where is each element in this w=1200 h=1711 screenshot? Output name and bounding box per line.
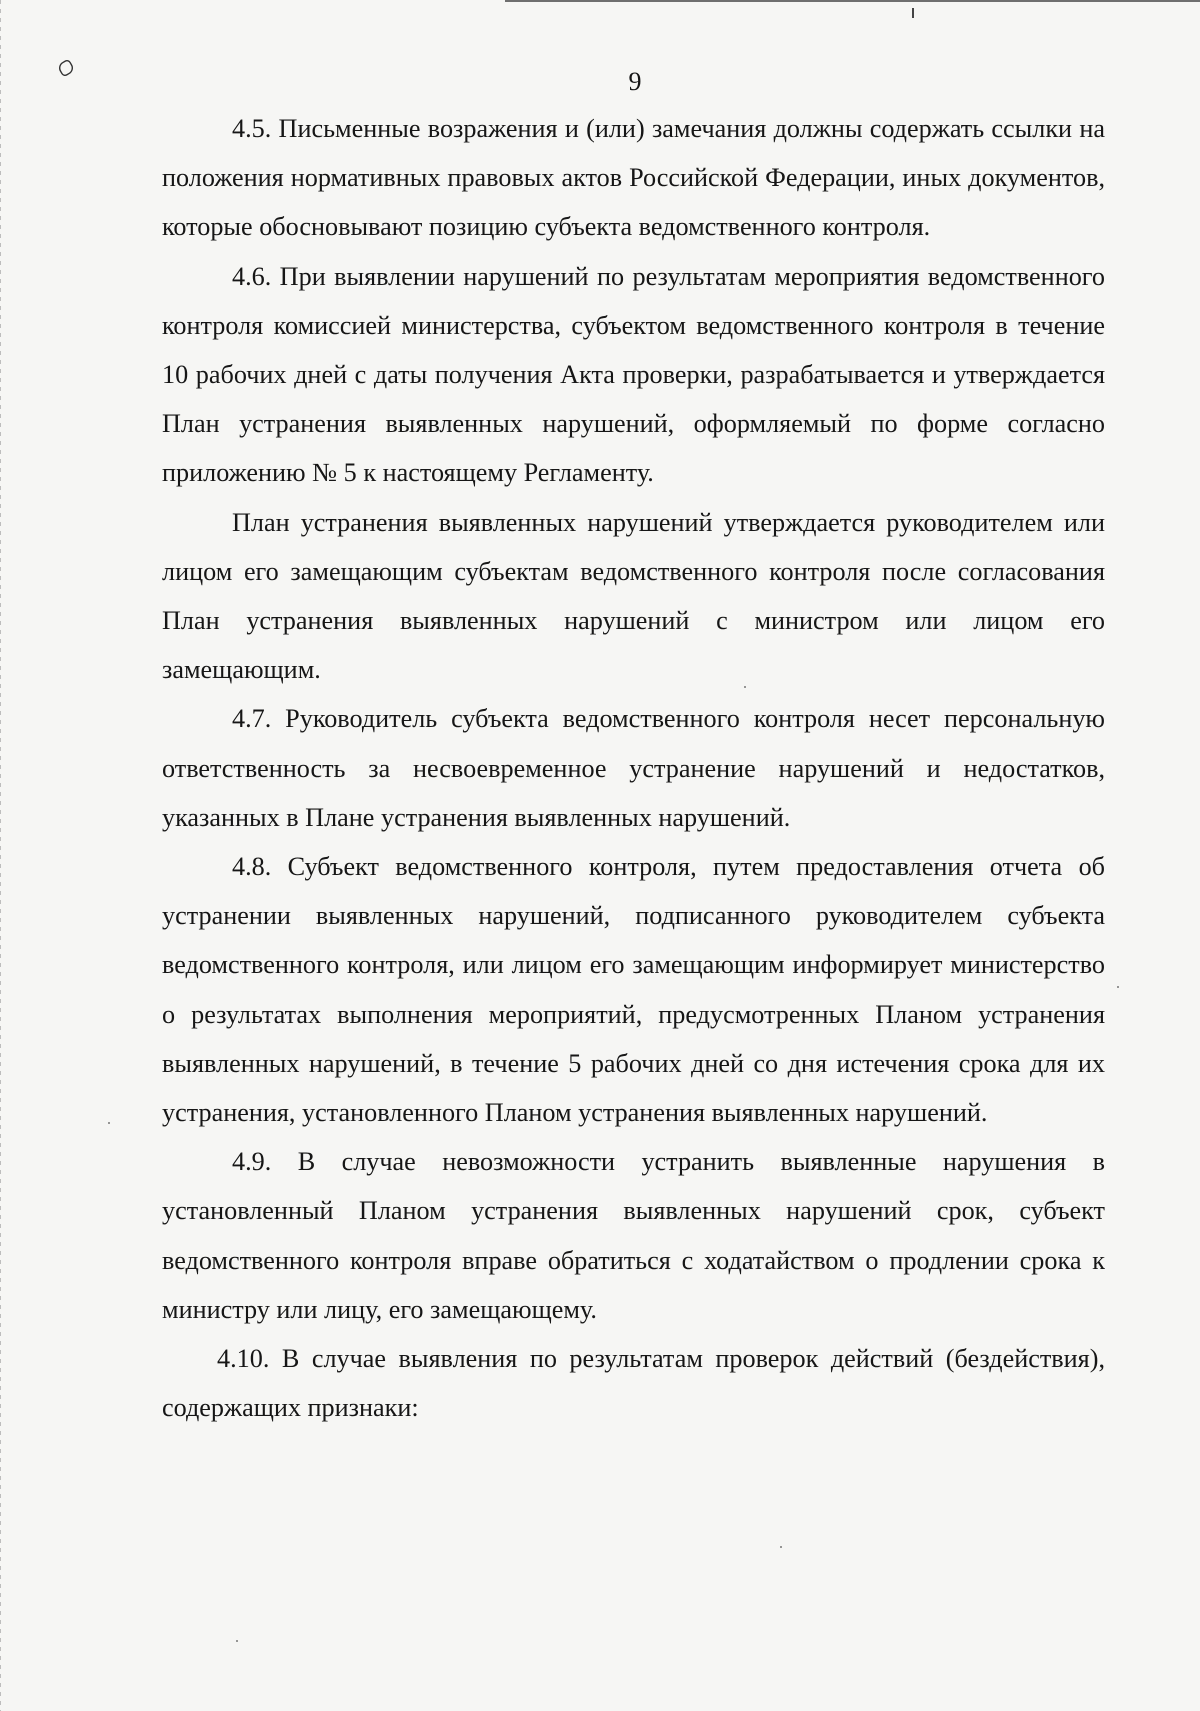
- paragraph-4-8: 4.8. Субъект ведомственного контроля, путем предоставления отчета об устранении выявленных нарушений, подписанного руководителем субъекта ведомственного контроля, или лицом его замещающим информирует министерство о результатах выполнения мероприятий, предусмотренных Планом устранения выявленных нарушений, в течение 5 рабочих дней со дня истечения срока для их устранения, установленного Планом устранения выявленных нарушений.: [162, 852, 1105, 1128]
- paragraph-4-6-plan: План устранения выявленных нарушений утверждается руководителем или лицом его замещающим субъектам ведомственного контроля после согласования План устранения выявленных нарушений с министром или лицом его замещающим.: [162, 507, 1105, 685]
- scan-tick-mark: [912, 8, 914, 18]
- paragraph-4-9: 4.9. В случае невозможности устранить выявленные нарушения в установленный Планом устранения выявленных нарушений срок, субъект ведомственного контроля вправе обратиться с ходатайством о продлении срока к министру или лицу, его замещающему.: [162, 1147, 1105, 1324]
- paragraph-4-5: 4.5. Письменные возражения и (или) замечания должны содержать ссылки на положения нормативных правовых актов Российской Федерации, иных документов, которые обосновывают позицию субъекта ведомственного контроля.: [162, 114, 1105, 242]
- scan-speck: [108, 1122, 110, 1124]
- paragraph-4-7: 4.7. Руководитель субъекта ведомственного контроля несет персональную ответственность за несвоевременное устранение нарушений и недостатков, указанных в Плане устранения выявленных нарушений.: [162, 704, 1105, 832]
- paragraph-4-6: 4.6. При выявлении нарушений по результатам мероприятия ведомственного контроля комиссией министерства, субъектом ведомственного контроля в течение 10 рабочих дней с даты получения Акта проверки, разрабатывается и утверждается План устранения выявленных нарушений, оформляемый по форме согласно приложению № 5 к настоящему Регламенту.: [162, 261, 1105, 488]
- scan-border-top: [505, 0, 1200, 2]
- scan-speck: [1117, 986, 1119, 988]
- paragraph-4-10: 4.10. В случае выявления по результатам проверок действий (бездействия), содержащих признаки:: [162, 1344, 1105, 1423]
- scan-speck: [236, 1640, 238, 1642]
- page-number: 9: [628, 67, 642, 96]
- document-body: [162, 104, 1105, 1432]
- scan-border-left: [0, 0, 1, 1711]
- scan-speck: [780, 1546, 782, 1548]
